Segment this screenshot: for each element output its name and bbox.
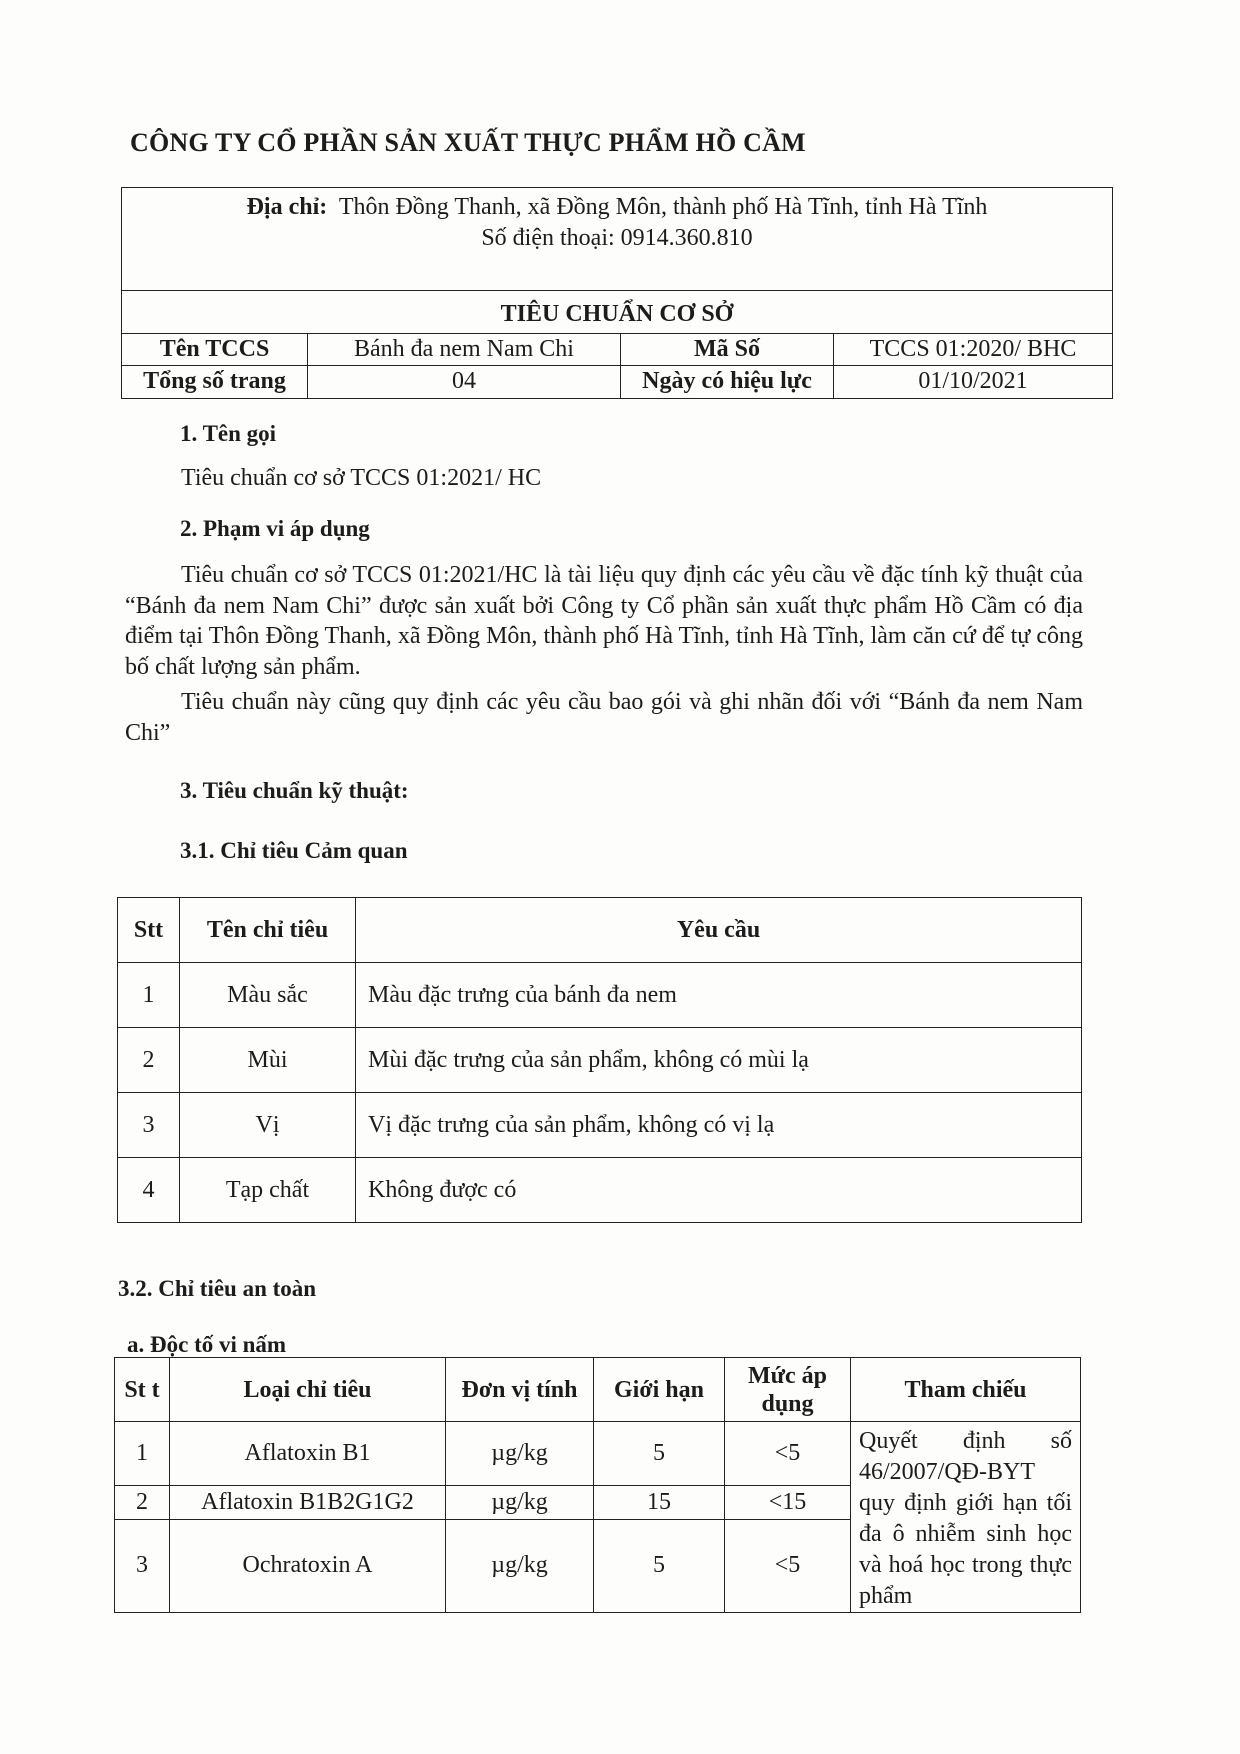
effective-date-label: Ngày có hiệu lực — [642, 368, 812, 394]
section-3-1-heading: 3.1. Chỉ tiêu Cảm quan — [180, 838, 408, 863]
column-header: Stt — [118, 898, 180, 963]
section-3-heading: 3. Tiêu chuẩn kỹ thuật: — [180, 778, 409, 803]
table-cell: 5 — [594, 1519, 725, 1612]
table-cell: µg/kg — [446, 1422, 594, 1486]
company-name: CÔNG TY CỔ PHẦN SẢN XUẤT THỰC PHẨM HỒ CẦM — [130, 128, 806, 157]
table-cell: Mùi đặc trưng của sản phẩm, không có mùi lạ — [356, 1028, 1082, 1093]
column-header: Đơn vị tính — [446, 1358, 594, 1422]
table-cell: 1 — [118, 963, 180, 1028]
column-header: Loại chỉ tiêu — [170, 1358, 446, 1422]
table-cell: 4 — [118, 1158, 180, 1223]
table-cell: µg/kg — [446, 1519, 594, 1612]
table-cell: 2 — [118, 1028, 180, 1093]
effective-date-value: 01/10/2021 — [918, 368, 1028, 394]
column-header: Mức áp dụng — [725, 1358, 851, 1422]
table-cell: Ochratoxin A — [170, 1519, 446, 1612]
address-block — [122, 192, 1112, 254]
table-row — [118, 1028, 1082, 1093]
table-cell: 1 — [115, 1422, 170, 1486]
table-cell: Màu đặc trưng của bánh đa nem — [356, 963, 1082, 1028]
column-header: Giới hạn — [594, 1358, 725, 1422]
mycotoxin-heading: a. Độc tố vi nấm — [127, 1332, 287, 1357]
address-text: Thôn Đồng Thanh, xã Đồng Môn, thành phố Hà Tĩnh, tỉnh Hà Tĩnh — [338, 194, 988, 220]
table-cell: 3 — [115, 1519, 170, 1612]
table-cell: <15 — [725, 1486, 851, 1519]
table-cell: 15 — [594, 1486, 725, 1519]
table-cell: 2 — [115, 1486, 170, 1519]
name-label: Tên TCCS — [159, 336, 270, 362]
table-cell: 3 — [118, 1093, 180, 1158]
sensory-table — [117, 897, 1082, 1223]
mycotoxin-table — [114, 1357, 1081, 1613]
name-value: Bánh đa nem Nam Chi — [354, 336, 574, 362]
section-2-heading: 2. Phạm vi áp dụng — [180, 516, 370, 541]
table-row — [118, 1158, 1082, 1223]
column-header: Tham chiếu — [851, 1358, 1081, 1422]
table-cell: Màu sắc — [180, 963, 356, 1028]
table-row — [115, 1422, 1081, 1486]
table-cell: µg/kg — [446, 1486, 594, 1519]
column-header: Tên chỉ tiêu — [180, 898, 356, 963]
section-2-paragraph-1: Tiêu chuẩn cơ sở TCCS 01:2021/HC là tài liệu quy định các yêu cầu về đặc tính kỹ thuật của “Bánh đa nem Nam Chi” được sản xuất bởi Công ty Cổ phần sản xuất thực phẩm Hồ Cầm có địa điểm tại Thôn Đồng Thanh, xã Đồng Môn, thành phố Hà Tĩnh, tỉnh Hà Tĩnh, làm căn cứ để tự công bố chất lượng sản phẩm. — [125, 562, 1083, 680]
table-header-row — [118, 898, 1082, 963]
address-label: Địa chỉ: — [246, 194, 328, 220]
reference-cell: Quyết định số 46/2007/QĐ-BYT quy định giới hạn tối đa ô nhiễm sinh học và hoá học trong thực phẩm — [851, 1422, 1081, 1613]
document-header-box — [121, 187, 1113, 399]
table-cell: Vị đặc trưng của sản phẩm, không có vị lạ — [356, 1093, 1082, 1158]
table-header-row — [115, 1358, 1081, 1422]
section-1-heading: 1. Tên gọi — [180, 421, 277, 446]
pages-value: 04 — [452, 368, 476, 394]
code-value: TCCS 01:2020/ BHC — [869, 336, 1077, 362]
phone-text: Số điện thoại: 0914.360.810 — [481, 225, 753, 251]
table-cell: Aflatoxin B1B2G1G2 — [170, 1486, 446, 1519]
table-cell: Vị — [180, 1093, 356, 1158]
section-2-paragraph-2: Tiêu chuẩn này cũng quy định các yêu cầu bao gói và ghi nhãn đối với “Bánh đa nem Nam Chi” — [125, 689, 1083, 746]
table-cell: Không được có — [356, 1158, 1082, 1223]
table-cell: <5 — [725, 1519, 851, 1612]
table-cell: Tạp chất — [180, 1158, 356, 1223]
pages-label: Tổng số trang — [143, 368, 286, 394]
table-row — [118, 1093, 1082, 1158]
column-header: St t — [115, 1358, 170, 1422]
table-cell: Aflatoxin B1 — [170, 1422, 446, 1486]
standard-title: TIÊU CHUẨN CƠ SỞ — [500, 301, 734, 327]
code-label: Mã Số — [694, 336, 760, 362]
table-cell: <5 — [725, 1422, 851, 1486]
table-cell: 5 — [594, 1422, 725, 1486]
column-header: Yêu cầu — [356, 898, 1082, 963]
table-row — [118, 963, 1082, 1028]
section-1-text: Tiêu chuẩn cơ sở TCCS 01:2021/ HC — [181, 465, 542, 491]
section-3-2-heading: 3.2. Chỉ tiêu an toàn — [118, 1276, 317, 1301]
table-cell: Mùi — [180, 1028, 356, 1093]
